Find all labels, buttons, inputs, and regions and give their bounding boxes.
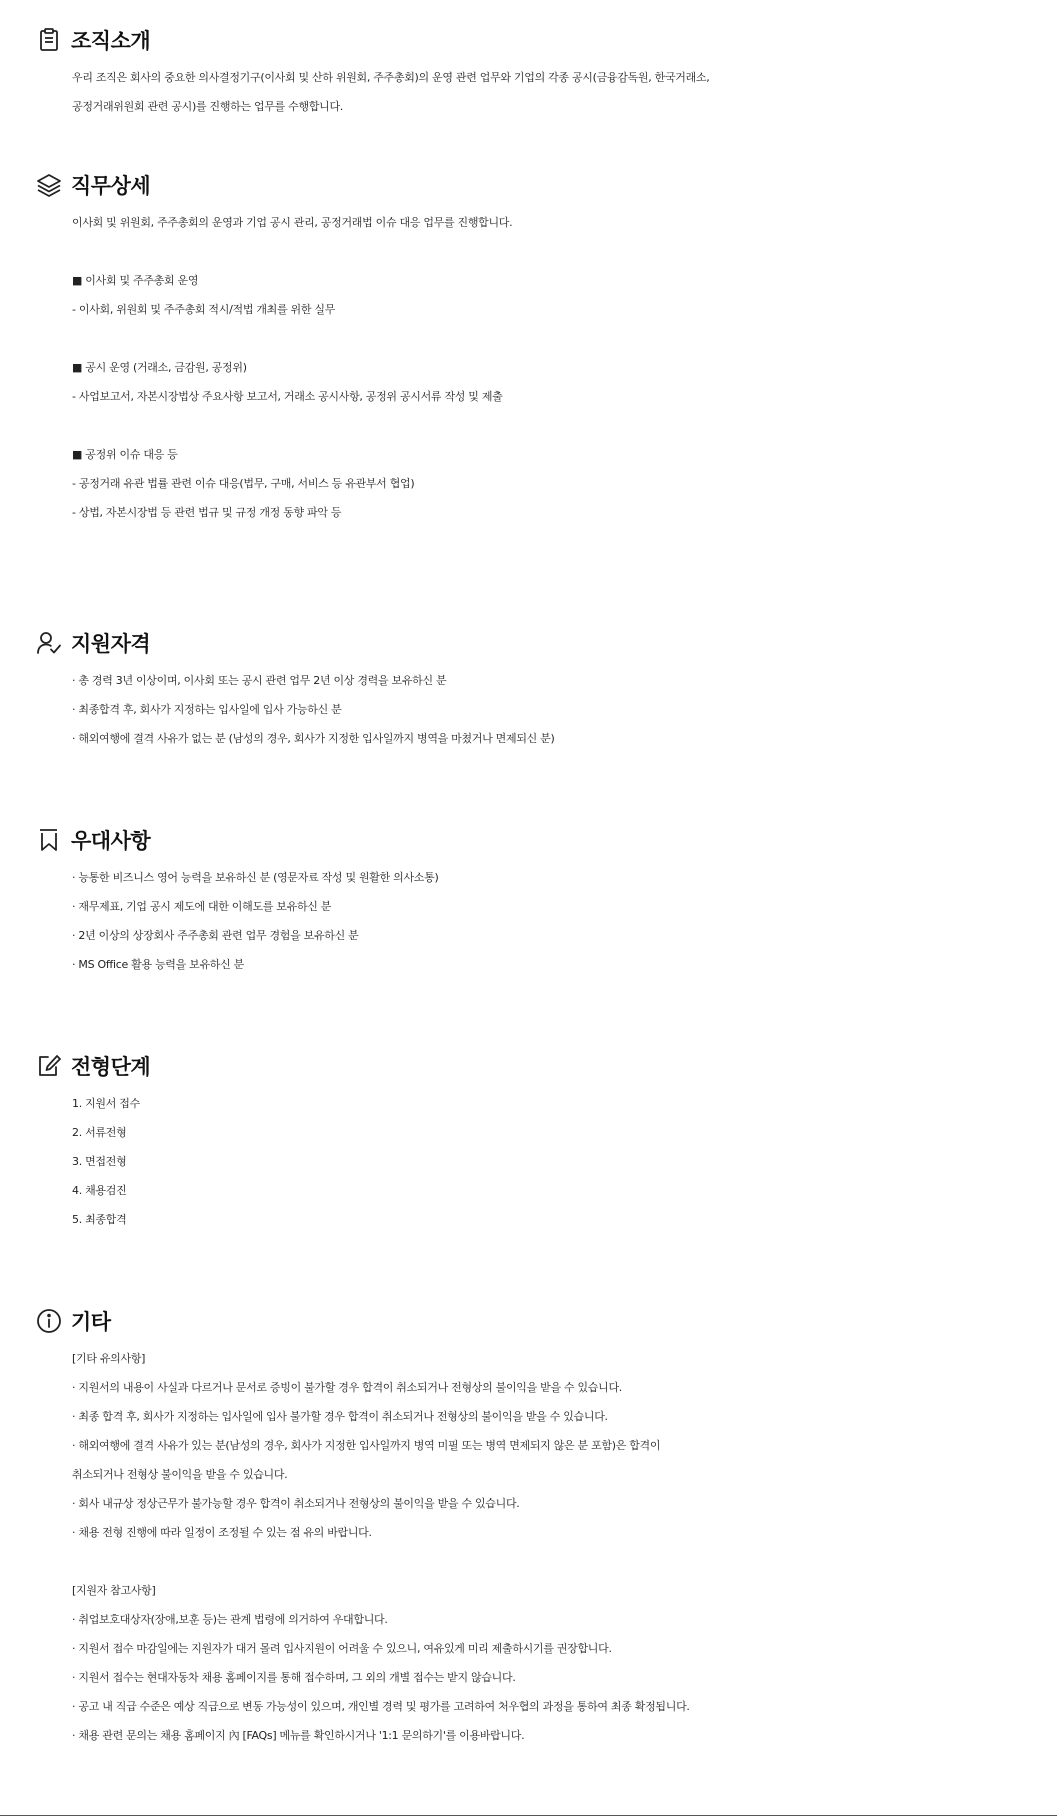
pref-item: · 2년 이상의 상장회사 주주총회 관련 업무 경험을 보유하신 분: [72, 929, 359, 942]
pref-item: · 능통한 비즈니스 영어 능력을 보유하신 분 (영문자료 작성 및 원활한 의사소통): [72, 871, 439, 884]
etc-subheading: [지원자 참고사항]: [72, 1584, 156, 1597]
user-check-icon: [36, 630, 62, 656]
section-process-title: 전형단계: [71, 1055, 151, 1079]
spacer: [72, 324, 1057, 353]
section-pref-title: 우대사항: [71, 829, 151, 853]
etc-item: · 해외여행에 결격 사유가 있는 분(남성의 경우, 회사가 지정한 입사일까지 병역 미필 또는 병역 면제되지 않은 분 포함)은 합격이: [72, 1439, 661, 1452]
etc-item: · 지원서 접수는 현대자동차 채용 홈페이지를 통해 접수하며, 그 외의 개별 접수는 받지 않습니다.: [72, 1671, 516, 1684]
process-step: 3. 면접전형: [72, 1155, 127, 1168]
section-org-title: 조직소개: [71, 29, 151, 53]
section-process-header: [36, 1051, 150, 1081]
etc-subheading: [기타 유의사항]: [72, 1352, 146, 1365]
duty-line: - 사업보고서, 자본시장법상 주요사항 보고서, 거래소 공시사항, 공정위 공시서류 작성 및 제출: [72, 390, 503, 403]
etc-item: · 지원서 접수 마감일에는 지원자가 대거 몰려 입사지원이 어려울 수 있으니, 여유있게 미리 제출하시기를 권장합니다.: [72, 1642, 612, 1655]
section-pref-header: [36, 825, 150, 855]
etc-item: · 취업보호대상자(장애,보훈 등)는 관계 법령에 의거하여 우대합니다.: [72, 1613, 388, 1626]
process-step: 1. 지원서 접수: [72, 1097, 140, 1110]
bottom-divider: [0, 1815, 1057, 1816]
duty-line: - 상법, 자본시장법 등 관련 법규 및 규정 개정 동향 파악 등: [72, 506, 342, 519]
section-org-header: [36, 25, 150, 55]
etc-item: · 공고 내 직급 수준은 예상 직급으로 변동 가능성이 있으며, 개인별 경력 및 평가를 고려하여 처우협의 과정을 통하여 최종 확정됩니다.: [72, 1700, 690, 1713]
process-step: 4. 채용검진: [72, 1184, 127, 1197]
section-org-body: [72, 63, 1057, 121]
process-step: 2. 서류전형: [72, 1126, 127, 1139]
spacer: [72, 411, 1057, 440]
section-etc-header: [36, 1306, 111, 1336]
section-etc-title: 기타: [71, 1310, 111, 1334]
duty-line: 이사회 및 위원회, 주주총회의 운영과 기업 공시 관리, 공정거래법 이슈 대응 업무를 진행합니다.: [72, 216, 513, 229]
clipboard-icon: [36, 27, 62, 53]
section-duty-body: [72, 208, 1057, 527]
section-qual-title: 지원자격: [71, 632, 151, 656]
etc-item: · 채용 관련 문의는 채용 홈페이지 內 [FAQs] 메뉴를 확인하시거나 '1:1 문의하기'를 이용바랍니다.: [72, 1729, 525, 1742]
etc-item: · 최종 합격 후, 회사가 지정하는 입사일에 입사 불가할 경우 합격이 취소되거나 전형상의 불이익을 받을 수 있습니다.: [72, 1410, 608, 1423]
section-qual-body: [72, 666, 1057, 753]
org-line: 공정거래위원회 관련 공시)를 진행하는 업무를 수행합니다.: [72, 100, 343, 113]
pref-item: · MS Office 활용 능력을 보유하신 분: [72, 958, 244, 971]
duty-line: - 이사회, 위원회 및 주주총회 적시/적법 개최를 위한 실무: [72, 303, 336, 316]
section-duty-title: 직무상세: [71, 174, 151, 198]
spacer: [72, 237, 1057, 266]
section-etc-body: [72, 1344, 1057, 1750]
info-icon: [36, 1308, 62, 1334]
layers-icon: [36, 172, 62, 198]
etc-item: · 회사 내규상 정상근무가 불가능할 경우 합격이 취소되거나 전형상의 불이익을 받을 수 있습니다.: [72, 1497, 520, 1510]
spacer: [72, 1547, 1057, 1576]
pref-item: · 재무제표, 기업 공시 제도에 대한 이해도를 보유하신 분: [72, 900, 332, 913]
etc-item: 취소되거나 전형상 불이익을 받을 수 있습니다.: [72, 1468, 288, 1481]
bookmark-icon: [36, 827, 62, 853]
etc-item: · 지원서의 내용이 사실과 다르거나 문서로 증빙이 불가할 경우 합격이 취소되거나 전형상의 불이익을 받을 수 있습니다.: [72, 1381, 622, 1394]
qual-item: · 최종합격 후, 회사가 지정하는 입사일에 입사 가능하신 분: [72, 703, 342, 716]
org-line: 우리 조직은 회사의 중요한 의사결정기구(이사회 및 산하 위원회, 주주총회)의 운영 관련 업무와 기업의 각종 공시(금융감독원, 한국거래소,: [72, 71, 710, 84]
duty-line: - 공정거래 유관 법률 관련 이슈 대응(법무, 구매, 서비스 등 유관부서 협업): [72, 477, 415, 490]
section-qual-header: [36, 628, 150, 658]
qual-item: · 총 경력 3년 이상이며, 이사회 또는 공시 관련 업무 2년 이상 경력을 보유하신 분: [72, 674, 447, 687]
edit-icon: [36, 1053, 62, 1079]
etc-item: · 채용 전형 진행에 따라 일정이 조정될 수 있는 점 유의 바랍니다.: [72, 1526, 372, 1539]
process-step: 5. 최종합격: [72, 1213, 127, 1226]
qual-item: · 해외여행에 결격 사유가 없는 분 (남성의 경우, 회사가 지정한 입사일까지 병역을 마쳤거나 면제되신 분): [72, 732, 555, 745]
duty-subheading: ■ 공정위 이슈 대응 등: [72, 448, 178, 461]
duty-subheading: ■ 이사회 및 주주총회 운영: [72, 274, 199, 287]
section-process-body: [72, 1089, 1057, 1234]
duty-subheading: ■ 공시 운영 (거래소, 금감원, 공정위): [72, 361, 247, 374]
section-pref-body: [72, 863, 1057, 979]
section-duty-header: [36, 170, 150, 200]
